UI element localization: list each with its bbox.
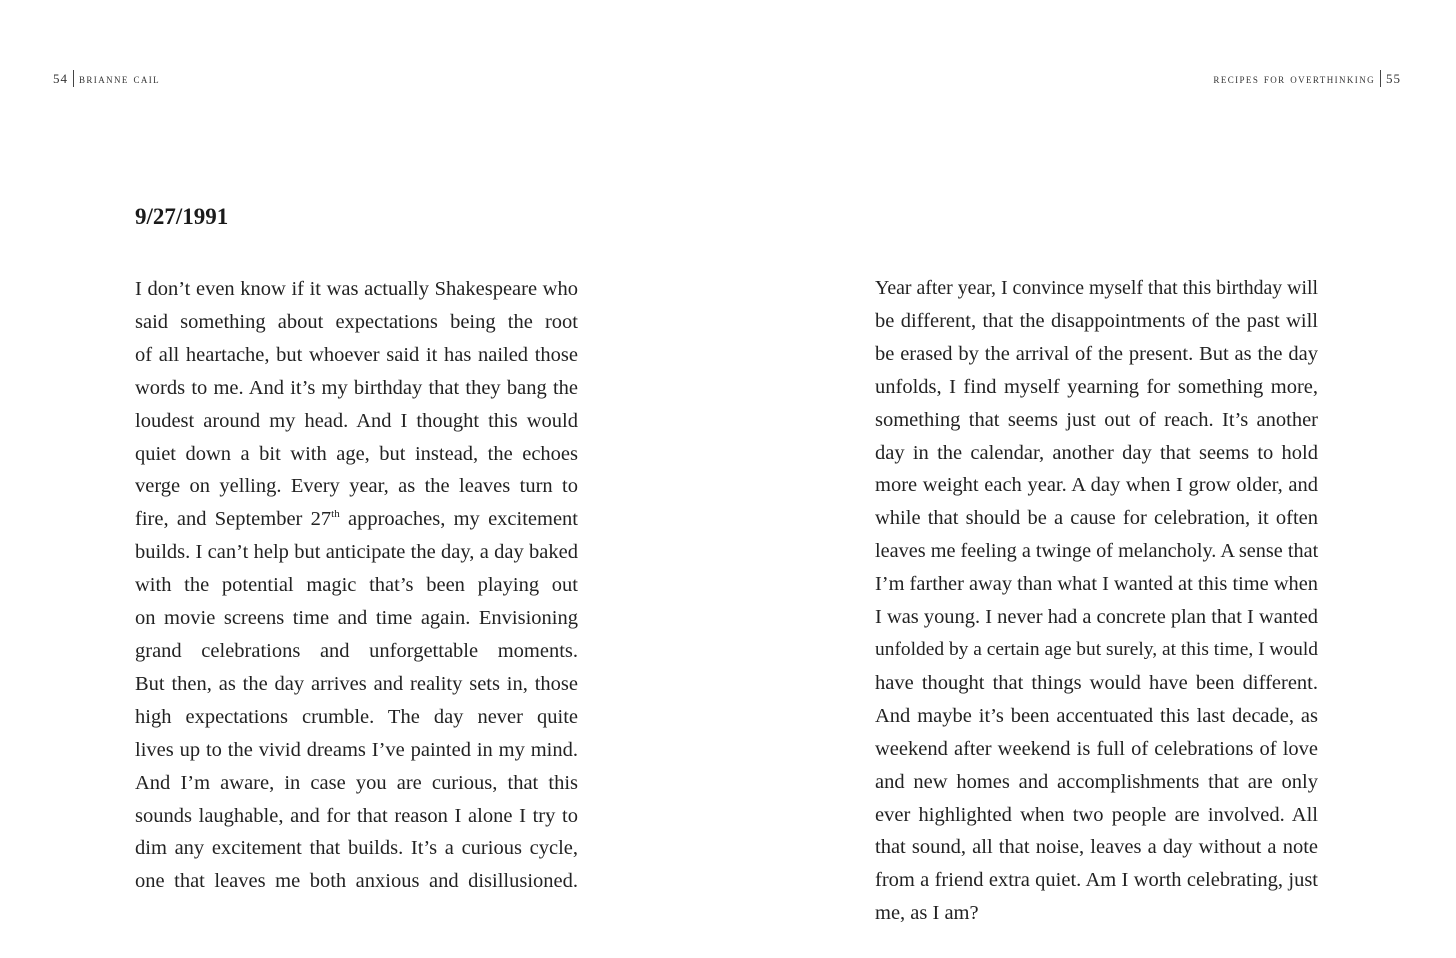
text-line: loudest around my head. And I thought this would: [135, 409, 578, 432]
text-line: more weight each year. A day when I grow older, and: [875, 474, 1318, 497]
text-line: grand celebrations and unforgettable moments.: [135, 639, 578, 662]
right-running-head: [1213, 70, 1401, 87]
text-line: unfolds, I find myself yearning for something more,: [875, 375, 1318, 398]
text-line: be different, that the disappointments of the past will: [875, 309, 1318, 332]
text-line: day in the calendar, another day that seems to hold: [875, 441, 1318, 464]
right-body-text: [875, 272, 1318, 930]
text-line: And I’m aware, in case you are curious, that this: [135, 771, 578, 794]
text-line: unfolded by a certain age but surely, at this time, I would: [875, 638, 1318, 660]
text-line: and new homes and accomplishments that are only: [875, 770, 1318, 793]
text-line: have thought that things would have been different.: [875, 671, 1318, 694]
running-head-separator: [73, 70, 74, 87]
text-line: be erased by the arrival of the present. But as the day: [875, 342, 1318, 365]
text-line: dim any excitement that builds. It’s a curious cycle,: [135, 837, 578, 860]
text-line: said something about expectations being the root: [135, 310, 578, 333]
text-line: But then, as the day arrives and reality sets in, those: [135, 672, 578, 695]
text-line: I was young. I never had a concrete plan that I wanted: [875, 606, 1318, 629]
text-line: Year after year, I convince myself that this birthday will: [875, 277, 1318, 299]
text-line: one that leaves me both anxious and disillusioned.: [135, 870, 578, 893]
text-segment: approaches, my excitement: [339, 508, 579, 531]
running-head-separator: [1380, 70, 1381, 87]
left-page-number: 54: [53, 71, 68, 86]
text-segment: fire, and September 27: [135, 508, 332, 531]
text-line: while that should be a cause for celebration, it often: [875, 507, 1318, 530]
text-line: of all heartache, but whoever said it has nailed those: [135, 343, 578, 366]
left-body-text: [135, 273, 578, 898]
text-line: leaves me feeling a twinge of melancholy. A sense that: [875, 540, 1319, 563]
text-line: weekend after weekend is full of celebrations of love: [875, 737, 1318, 760]
left-running-head: [53, 70, 160, 87]
text-line: ever highlighted when two people are involved. All: [875, 803, 1318, 826]
text-line: that sound, all that noise, leaves a day without a note: [875, 836, 1318, 859]
text-line: I don’t even know if it was actually Shakespeare who: [135, 278, 578, 300]
right-page: [728, 0, 1456, 958]
text-line: And maybe it’s been accentuated this last decade, as: [875, 704, 1318, 727]
text-line: on movie screens time and time again. Envisioning: [135, 607, 578, 630]
text-line: lives up to the vivid dreams I’ve painted in my mind.: [135, 738, 578, 761]
book-title: recipes for overthinking: [1213, 71, 1375, 86]
text-line: quiet down a bit with age, but instead, the echoes: [135, 442, 578, 465]
entry-date-heading: 9/27/1991: [135, 204, 229, 229]
author-name: brianne cail: [79, 71, 161, 86]
text-line: verge on yelling. Every year, as the leaves turn to: [135, 475, 578, 498]
text-line: high expectations crumble. The day never quite: [135, 705, 578, 728]
text-line: I’m farther away than what I wanted at this time when: [875, 573, 1318, 596]
text-line: words to me. And it’s my birthday that they bang the: [135, 376, 578, 399]
text-line-with-superscript: [135, 503, 578, 536]
right-page-number: 55: [1386, 71, 1401, 86]
text-line: something that seems just out of reach. It’s another: [875, 408, 1318, 431]
ordinal-superscript: th: [331, 508, 340, 521]
text-line: builds. I can’t help but anticipate the day, a day baked: [135, 541, 578, 564]
text-line: from a friend extra quiet. Am I worth celebrating, just: [875, 869, 1318, 892]
text-line: me, as I am?: [875, 902, 979, 925]
text-line: with the potential magic that’s been playing out: [135, 574, 578, 597]
text-line: sounds laughable, and for that reason I alone I try to: [135, 804, 578, 827]
